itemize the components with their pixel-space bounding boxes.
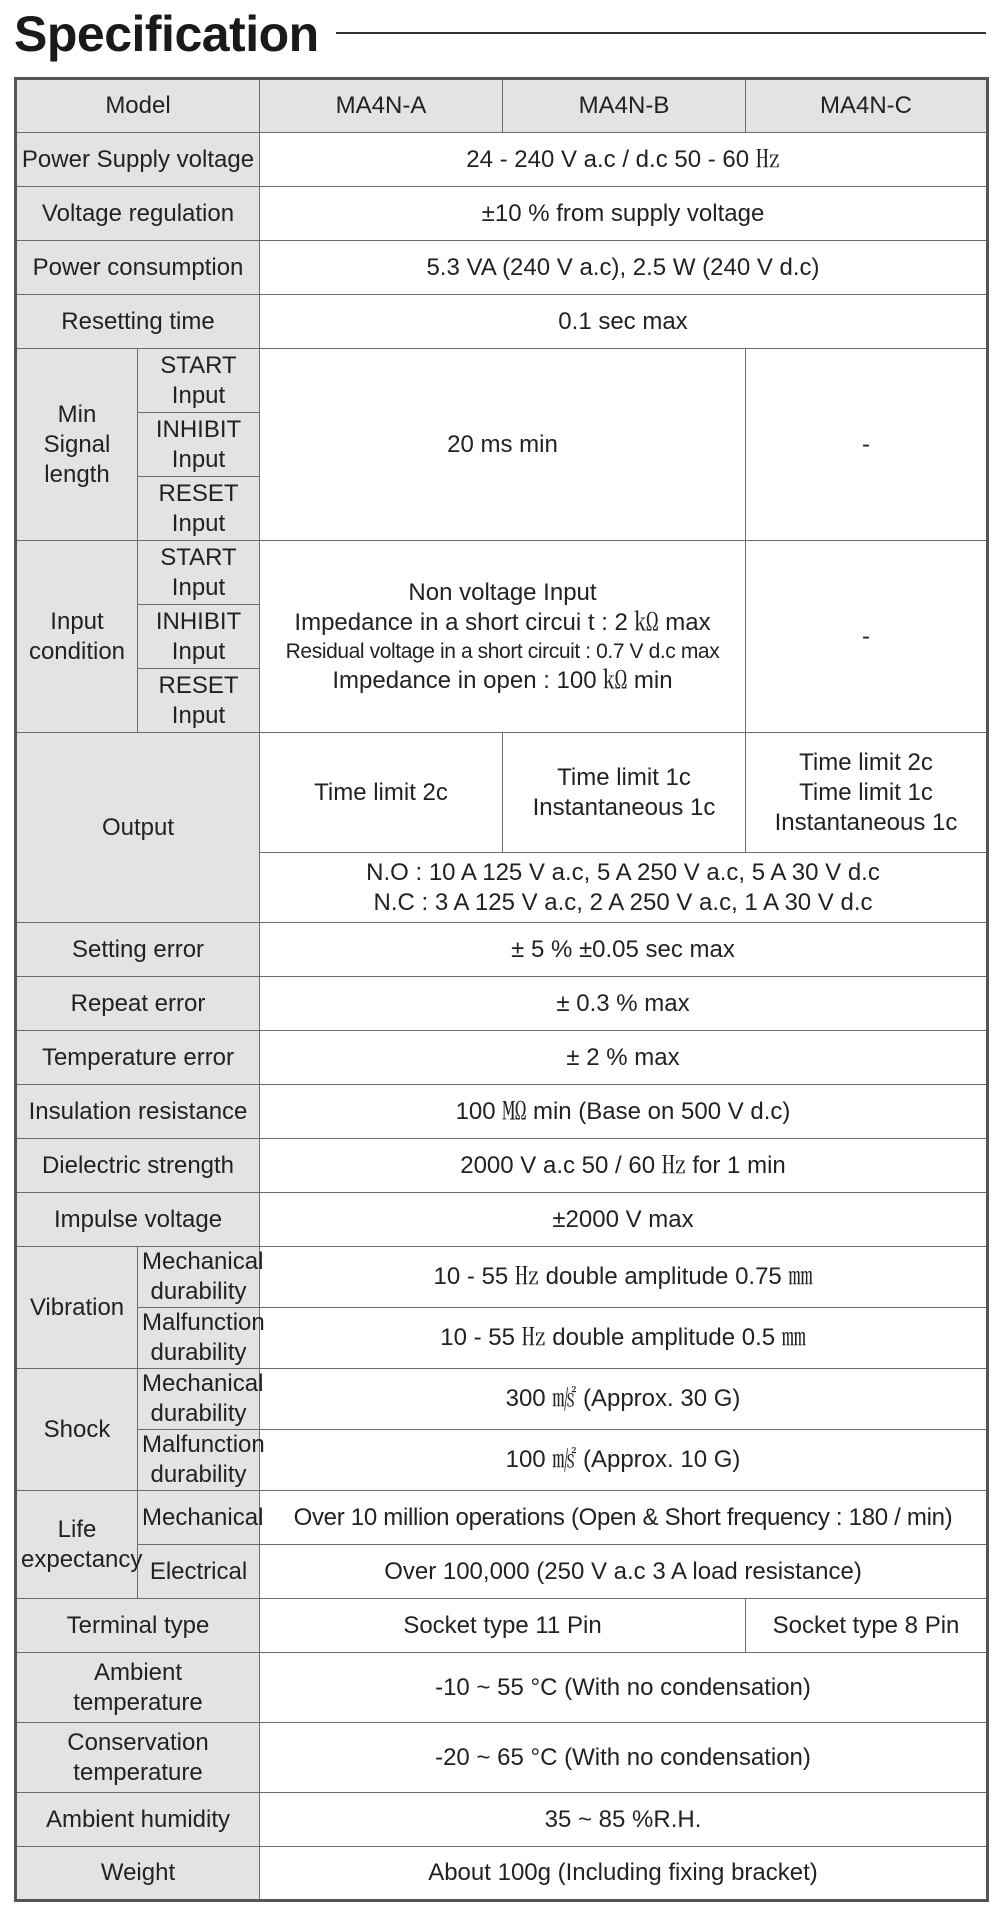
insulation-row [16,1085,988,1139]
min-signal-label: Min Signal length [16,349,138,541]
conservation-temp-value: -20 ~ 65 °C (With no condensation) [260,1723,988,1793]
min-signal-value: 20 ms min [260,349,746,541]
input-condition-value-c: - [746,541,988,733]
power-consumption-label: Power consumption [16,241,260,295]
impulse-row [16,1193,988,1247]
temperature-error-value: ± 2 % max [260,1031,988,1085]
output-c: Time limit 2c Time limit 1c Instantaneous 1c [746,733,988,853]
temperature-error-row [16,1031,988,1085]
header-row [16,79,988,133]
vibration-mech-value: 10 - 55 ㎐ double amplitude 0.75 ㎜ [260,1247,988,1308]
setting-error-value: ± 5 % ±0.05 sec max [260,923,988,977]
life-elec-value: Over 100,000 (250 V a.c 3 A load resistance) [260,1545,988,1599]
vibration-row [16,1247,988,1308]
output-b: Time limit 1c Instantaneous 1c [503,733,746,853]
voltage-regulation-label: Voltage regulation [16,187,260,241]
conservation-temp-label: Conservation temperature [16,1723,260,1793]
output-contacts: N.O : 10 A 125 V a.c, 5 A 250 V a.c, 5 A 30 V d.c N.C : 3 A 125 V a.c, 2 A 250 V a.c, 1 A 30 V d.c [260,853,988,923]
output-a: Time limit 2c [260,733,503,853]
voltage-regulation-row [16,187,988,241]
terminal-row [16,1599,988,1653]
input-condition-reset-input: RESET Input [138,669,260,733]
resetting-time-label: Resetting time [16,295,260,349]
vibration-malf-value: 10 - 55 ㎐ double amplitude 0.5 ㎜ [260,1308,988,1369]
voltage-regulation-value: ±10 % from supply voltage [260,187,988,241]
temperature-error-label: Temperature error [16,1031,260,1085]
terminal-value-ab: Socket type 11 Pin [260,1599,746,1653]
output-label: Output [16,733,260,923]
output-row [16,733,988,853]
repeat-error-label: Repeat error [16,977,260,1031]
impulse-label: Impulse voltage [16,1193,260,1247]
resetting-time-value: 0.1 sec max [260,295,988,349]
model-b: MA4N-B [503,79,746,133]
input-condition-label: Input condition [16,541,138,733]
dielectric-label: Dielectric strength [16,1139,260,1193]
insulation-label: Insulation resistance [16,1085,260,1139]
life-mech-label: Mechanical [138,1491,260,1545]
power-consumption-row [16,241,988,295]
ambient-temp-row [16,1653,988,1723]
model-c: MA4N-C [746,79,988,133]
ambient-humidity-row [16,1793,988,1847]
weight-label: Weight [16,1847,260,1901]
vibration-mech-label: Mechanical durability [138,1247,260,1308]
terminal-label: Terminal type [16,1599,260,1653]
input-condition-value [260,541,746,733]
insulation-value: 100 ㏁ min (Base on 500 V d.c) [260,1085,988,1139]
model-a: MA4N-A [260,79,503,133]
power-supply-label: Power Supply voltage [16,133,260,187]
ambient-humidity-label: Ambient humidity [16,1793,260,1847]
spec-table [14,77,989,1902]
shock-malf-label: Malfunction durability [138,1430,260,1491]
min-signal-inhibit-input: INHIBIT Input [138,413,260,477]
repeat-error-row [16,977,988,1031]
page-title: Specification [14,6,319,62]
ambient-temp-value: -10 ~ 55 °C (With no condensation) [260,1653,988,1723]
ambient-temp-label: Ambient temperature [16,1653,260,1723]
setting-error-row [16,923,988,977]
power-supply-value: 24 - 240 V a.c / d.c 50 - 60 ㎐ [260,133,988,187]
min-signal-start-input: START Input [138,349,260,413]
input-condition-line1: Non voltage Input [408,578,597,606]
life-row [16,1491,988,1545]
input-condition-start-input: START Input [138,541,260,605]
repeat-error-value: ± 0.3 % max [260,977,988,1031]
min-signal-reset-input: RESET Input [138,477,260,541]
min-signal-row [16,349,988,413]
weight-row [16,1847,988,1901]
shock-mech-label: Mechanical durability [138,1369,260,1430]
weight-value: About 100g (Including fixing bracket) [260,1847,988,1901]
power-consumption-value: 5.3 VA (240 V a.c), 2.5 W (240 V d.c) [260,241,988,295]
input-condition-row [16,541,988,605]
title-row [14,4,986,64]
vibration-label: Vibration [16,1247,138,1369]
life-mech-value: Over 10 million operations (Open & Short frequency : 180 / min) [260,1491,988,1545]
shock-label: Shock [16,1369,138,1491]
input-condition-inhibit-input: INHIBIT Input [138,605,260,669]
vibration-malf-label: Malfunction durability [138,1308,260,1369]
life-elec-label: Electrical [138,1545,260,1599]
min-signal-value-c: - [746,349,988,541]
ambient-humidity-value: 35 ~ 85 %R.H. [260,1793,988,1847]
dielectric-value: 2000 V a.c 50 / 60 ㎐ for 1 min [260,1139,988,1193]
title-rule [336,32,986,34]
setting-error-label: Setting error [16,923,260,977]
power-supply-row [16,133,988,187]
shock-mech-value: 300 ㎨ (Approx. 30 G) [260,1369,988,1430]
dielectric-row [16,1139,988,1193]
model-label: Model [16,79,260,133]
resetting-time-row [16,295,988,349]
impulse-value: ±2000 V max [260,1193,988,1247]
shock-row [16,1369,988,1430]
conservation-temp-row [16,1723,988,1793]
shock-malf-value: 100 ㎨ (Approx. 10 G) [260,1430,988,1491]
terminal-value-c: Socket type 8 Pin [746,1599,988,1653]
input-condition-line4: Impedance in open : 100 ㏀ min [332,666,673,694]
input-condition-line3: Residual voltage in a short circuit : 0.7 V d.c max [285,639,720,663]
life-label: Life expectancy [16,1491,138,1599]
input-condition-line2: Impedance in a short circui t : 2 ㏀ max [294,608,711,636]
